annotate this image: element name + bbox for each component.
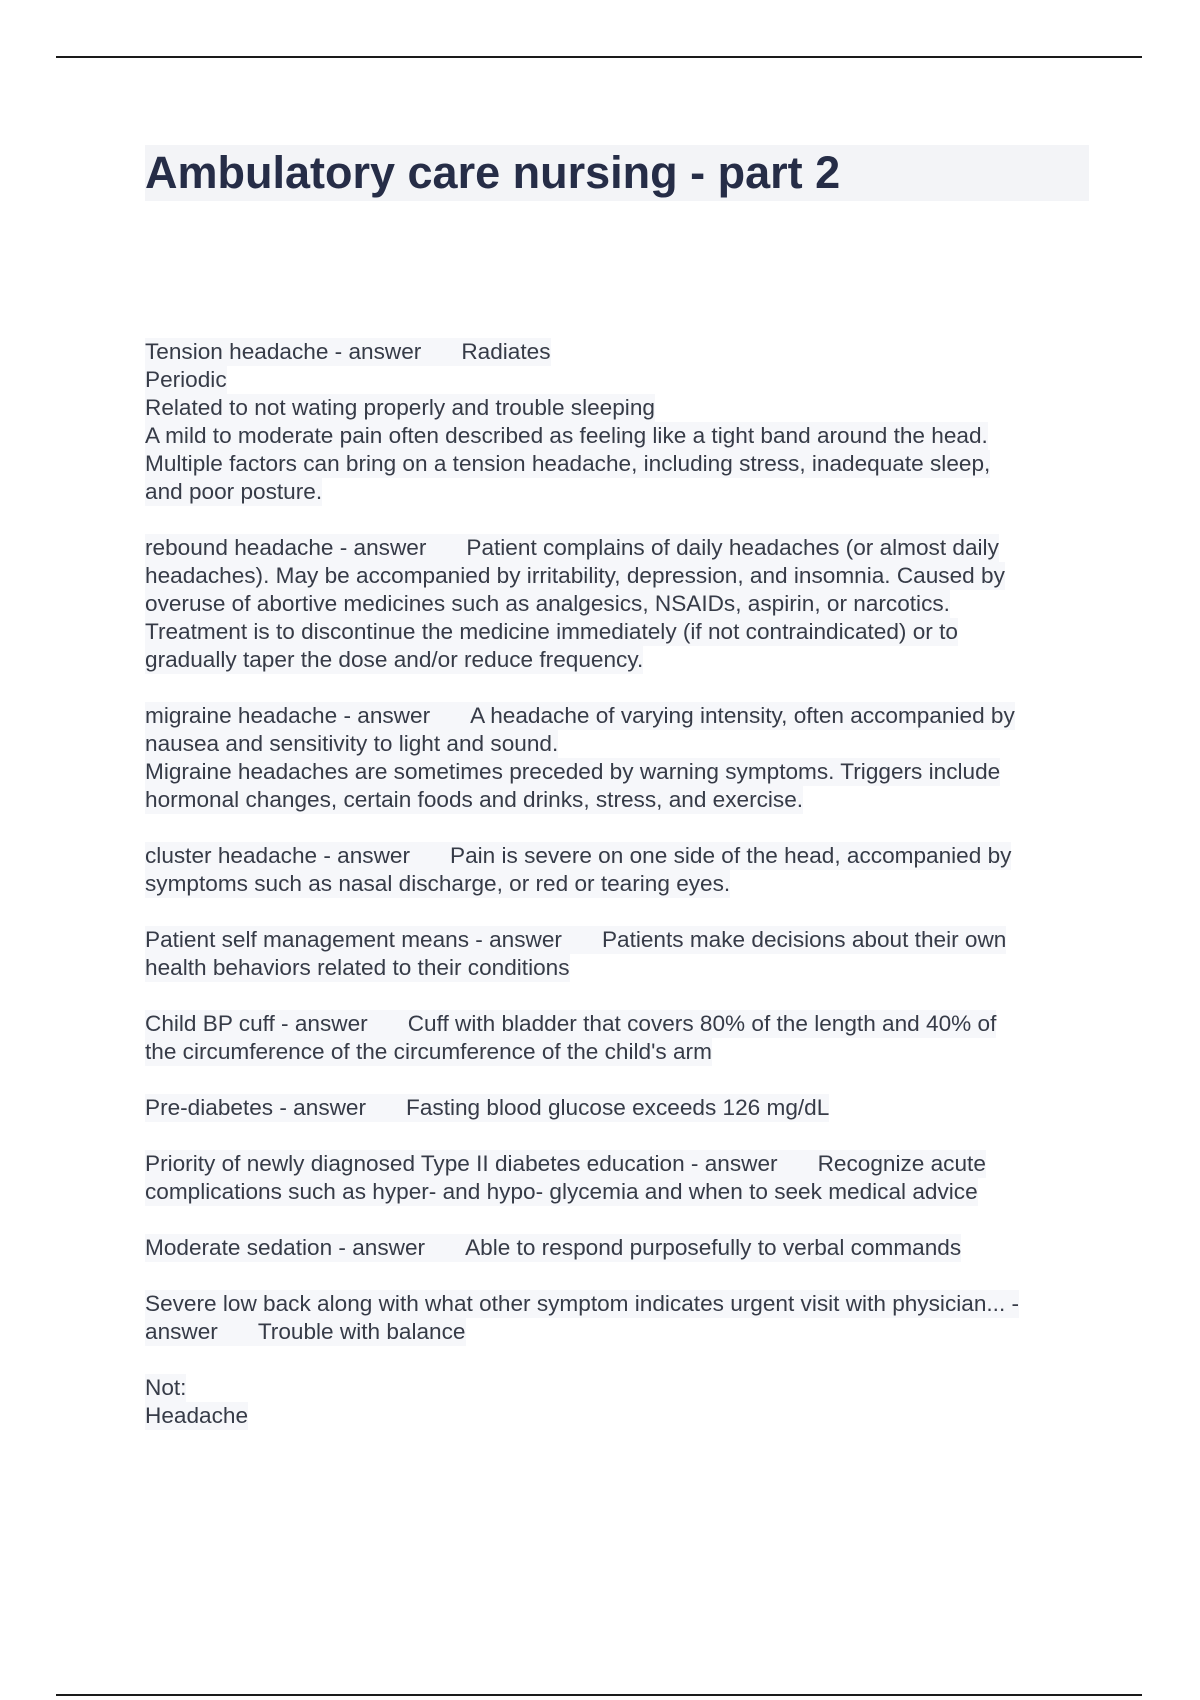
entry-line: [145, 926, 1006, 954]
entry-line: [145, 1094, 829, 1122]
entry-moderate-sedation: [145, 1234, 1089, 1262]
entry-answer: Trouble with balance: [257, 1319, 466, 1344]
entry-not-headache: [145, 1374, 1089, 1430]
entry-term: Moderate sedation - answer: [145, 1235, 426, 1260]
entry-term: answer: [145, 1319, 218, 1344]
entry-line: [145, 1010, 996, 1038]
entry-tension-headache: [145, 338, 1089, 506]
entry-answer: A headache of varying intensity, often accompanied by: [470, 703, 1015, 728]
entry-line: Severe low back along with what other symptom indicates urgent visit with physician... -: [145, 1291, 1020, 1316]
entry-line: the circumference of the circumference of the child's arm: [145, 1039, 712, 1064]
bottom-rule: [56, 1694, 1142, 1696]
entry-line: overuse of abortive medicines such as analgesics, NSAIDs, aspirin, or narcotics.: [145, 591, 950, 616]
entry-migraine-headache: [145, 702, 1089, 814]
entry-answer: Cuff with bladder that covers 80% of the length and 40% of: [407, 1011, 997, 1036]
entry-severe-low-back: [145, 1290, 1089, 1346]
entry-line: Periodic: [145, 367, 227, 392]
entry-term: Patient self management means - answer: [145, 927, 562, 952]
top-rule: [56, 56, 1142, 58]
entry-term: migraine headache - answer: [145, 703, 431, 728]
entry-answer: Patient complains of daily headaches (or almost daily: [466, 535, 999, 560]
entry-rebound-headache: [145, 534, 1089, 674]
entry-cluster-headache: [145, 842, 1089, 898]
entry-patient-self-management: [145, 926, 1089, 982]
entry-child-bp-cuff: [145, 1010, 1089, 1066]
entry-line: [145, 534, 999, 562]
entry-line: nausea and sensitivity to light and sound.: [145, 731, 559, 756]
entry-answer: Pain is severe on one side of the head, accompanied by: [450, 843, 1012, 868]
entry-line: [145, 702, 1015, 730]
entry-term: Priority of newly diagnosed Type II diabetes education - answer: [145, 1151, 778, 1176]
entry-line: and poor posture.: [145, 479, 323, 504]
entry-line: complications such as hyper- and hypo- glycemia and when to seek medical advice: [145, 1179, 978, 1204]
entry-pre-diabetes: [145, 1094, 1089, 1122]
entry-diabetes-education-priority: [145, 1150, 1089, 1206]
entry-line: symptoms such as nasal discharge, or red or tearing eyes.: [145, 871, 731, 896]
title-block: [145, 145, 1089, 201]
entry-line: Migraine headaches are sometimes preceded by warning symptoms. Triggers include: [145, 759, 1001, 784]
entry-line: [145, 842, 1011, 870]
entry-line: [145, 1234, 961, 1262]
entry-answer: Recognize acute: [817, 1151, 986, 1176]
entry-answer: Able to respond purposefully to verbal commands: [465, 1235, 962, 1260]
document-title: Ambulatory care nursing - part 2: [145, 147, 841, 198]
entry-term: rebound headache - answer: [145, 535, 427, 560]
entry-answer: Patients make decisions about their own: [601, 927, 1007, 952]
flashcard-list: [145, 338, 1089, 1458]
entry-line: [145, 338, 551, 366]
entry-term: Tension headache - answer: [145, 339, 422, 364]
entry-line: Headache: [145, 1403, 249, 1428]
entry-line: Related to not wating properly and trouble sleeping: [145, 395, 655, 420]
entry-answer: Fasting blood glucose exceeds 126 mg/dL: [406, 1095, 830, 1120]
entry-line: hormonal changes, certain foods and drinks, stress, and exercise.: [145, 787, 804, 812]
entry-line: Treatment is to discontinue the medicine immediately (if not contraindicated) or to: [145, 619, 958, 644]
entry-line: [145, 1318, 466, 1346]
entry-line: Multiple factors can bring on a tension headache, including stress, inadequate sleep,: [145, 451, 991, 476]
entry-term: Pre-diabetes - answer: [145, 1095, 367, 1120]
entry-line: headaches). May be accompanied by irritability, depression, and insomnia. Caused by: [145, 563, 1005, 588]
entry-answer: Radiates: [461, 339, 551, 364]
entry-line: A mild to moderate pain often described as feeling like a tight band around the head.: [145, 423, 988, 448]
entry-line: [145, 1150, 986, 1178]
entry-term: Child BP cuff - answer: [145, 1011, 368, 1036]
entry-line: gradually taper the dose and/or reduce frequency.: [145, 647, 644, 672]
entry-line: Not:: [145, 1375, 187, 1400]
entry-term: cluster headache - answer: [145, 843, 410, 868]
entry-line: health behaviors related to their conditions: [145, 955, 570, 980]
